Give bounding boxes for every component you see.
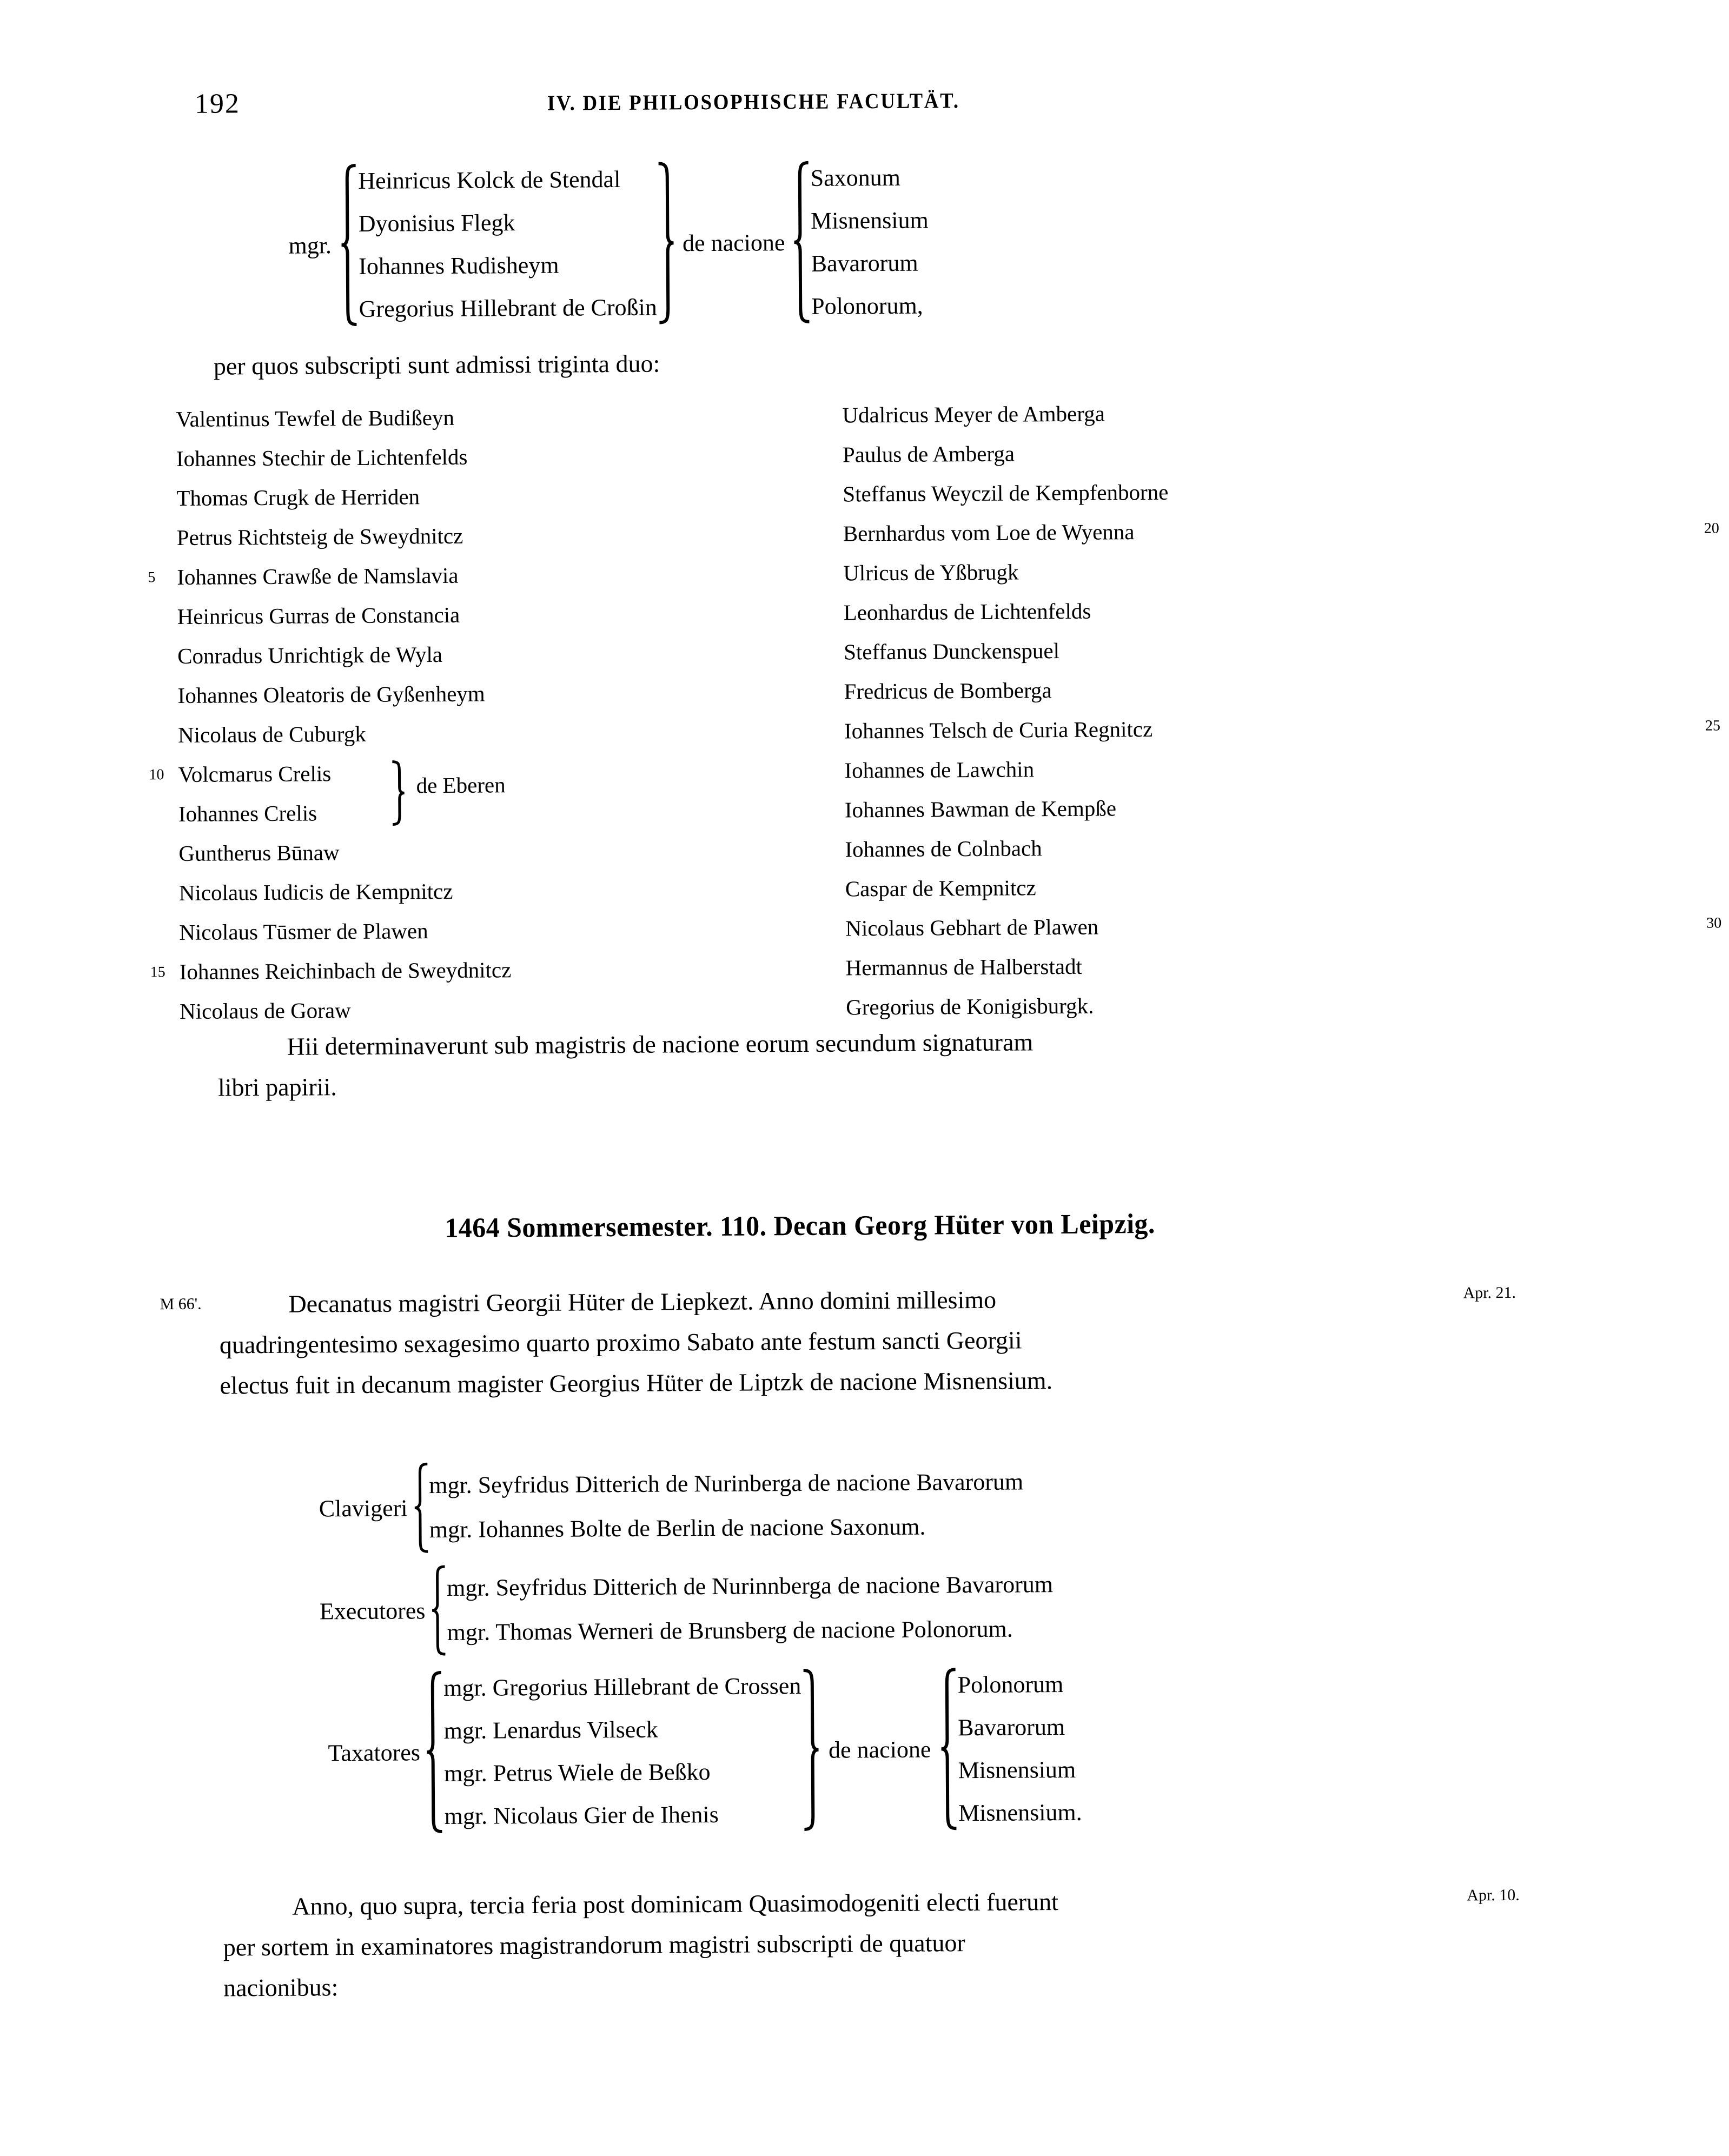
paragraph-hii-determinaverunt	[217, 1019, 1446, 1108]
left-brace-icon	[792, 161, 811, 323]
paragraph-line: libri papirii.	[217, 1073, 337, 1102]
list-item	[176, 475, 825, 518]
margin-note-folio-ref: M 66'.	[160, 1295, 202, 1313]
taxatores-label: Taxatores	[328, 1739, 421, 1766]
student-name: Heinricus Gurras de Constancia	[177, 602, 460, 629]
list-item	[844, 708, 1721, 751]
student-name: Steffanus Dunckenspuel	[843, 638, 1060, 665]
officer-entry: mgr. Seyfridus Ditterich de Nurinnberga de nacione Bavarorum	[447, 1571, 1054, 1601]
nation-name: Misnensium	[811, 207, 929, 234]
list-item	[843, 471, 1437, 514]
student-name: Hermannus de Halberstadt	[845, 953, 1083, 980]
officer-entry: mgr. Gregorius Hillebrant de Crossen	[443, 1672, 801, 1702]
list-item	[179, 909, 828, 952]
list-item	[150, 948, 829, 992]
de-nacione-connector: de nacione	[682, 229, 785, 256]
officer-entry: mgr. Seyfridus Ditterich de Nurinberga de nacione Bavarorum	[429, 1468, 1024, 1499]
magister-name: Heinricus Kolck de Stendal	[358, 165, 621, 194]
paragraph-line: Hii determinaverunt sub magistris de nacione eorum secundum signaturam	[287, 1028, 1034, 1060]
executores-list	[447, 1562, 1054, 1655]
list-item	[843, 550, 1438, 593]
paragraph-line: quadringentesimo sexagesimo quarto proximo Sabato ante festum sancti Georgii	[219, 1326, 1022, 1359]
student-name: Iohannes Crawße de Namslavia	[177, 562, 459, 589]
taxatores-nation-list	[957, 1663, 1082, 1834]
line-number: 25	[1705, 717, 1721, 734]
taxatores-group	[328, 1663, 1082, 1839]
nation-name: Saxonum	[810, 164, 901, 191]
left-brace-icon	[939, 1668, 958, 1830]
list-item	[845, 905, 1722, 948]
line-number: 10	[149, 766, 164, 784]
magister-nation-group	[288, 156, 929, 331]
magister-name: Iohannes Rudisheym	[359, 251, 559, 280]
paragraph-line: per sortem in examinatores magistrandorum magistri subscripti de quatuor	[223, 1929, 965, 1961]
paragraph-line: electus fuit in decanum magister Georgius Hüter de Liptzk de nacione Misnensium.	[220, 1366, 1053, 1399]
list-item	[178, 830, 827, 873]
magister-label: mgr.	[288, 231, 332, 259]
student-name: Iohannes de Lawchin	[844, 757, 1035, 783]
student-name: Iohannes de Colnbach	[845, 835, 1042, 862]
list-item	[843, 432, 1437, 475]
student-name: Leonhardus de Lichtenfelds	[843, 598, 1091, 625]
nation-list	[810, 156, 929, 328]
list-item	[177, 633, 826, 676]
list-item	[177, 593, 826, 636]
student-name: Ulricus de Yßbrugk	[843, 559, 1019, 586]
student-name: Nicolaus de Cuburgk	[177, 721, 366, 747]
executores-group	[319, 1561, 1053, 1656]
margin-note-date: Apr. 10.	[1467, 1886, 1520, 1905]
paragraph-anno-quo-supra	[223, 1879, 1456, 2008]
left-brace-icon	[340, 164, 359, 326]
nation-name: Bavarorum	[811, 249, 918, 277]
clavigeri-group	[319, 1458, 1024, 1554]
student-name: Caspar de Kempnitcz	[845, 875, 1036, 901]
student-name: Gregorius de Konigisburgk.	[846, 993, 1094, 1020]
paragraph-line: Decanatus magistri Georgii Hüter de Liepkezt. Anno domini millesimo	[288, 1285, 997, 1318]
officer-entry: mgr. Thomas Werneri de Brunsberg de nacione Polonorum.	[447, 1615, 1013, 1646]
officer-entry: mgr. Petrus Wiele de Beßko	[444, 1759, 711, 1787]
list-item	[845, 826, 1440, 870]
list-item	[845, 945, 1440, 988]
list-item	[844, 629, 1439, 672]
list-item	[845, 787, 1440, 830]
section-heading: 1464 Sommersemester. 110. Decan Georg Hüter von Leipzig.	[445, 1208, 1156, 1244]
running-head	[0, 76, 1591, 124]
student-name: Udalricus Meyer de Amberga	[842, 401, 1105, 428]
taxatores-list	[443, 1664, 802, 1837]
paragraph-line: Anno, quo supra, tercia feria post dominicam Quasimodogeniti electi fuerunt	[292, 1888, 1059, 1920]
student-name: Volcmarus Crelis	[178, 761, 332, 787]
student-name: Iohannes Stechir de Lichtenfelds	[176, 444, 468, 472]
student-name: Iohannes Telsch de Curia Regnitcz	[844, 716, 1153, 744]
running-head-title: IV. DIE PHILOSOPHISCHE FACULTÄT.	[547, 88, 960, 115]
student-name: Conradus Unrichtigk de Wyla	[177, 642, 443, 668]
nation-name: Misnensium.	[958, 1799, 1082, 1827]
magister-name: Dyonisius Flegk	[358, 209, 515, 237]
list-item	[842, 392, 1437, 435]
list-item	[845, 866, 1440, 909]
margin-note-date: Apr. 21.	[1463, 1283, 1516, 1302]
line-number: 20	[1704, 520, 1719, 537]
student-name: Thomas Crugk de Herriden	[176, 484, 420, 511]
left-brace-icon	[413, 1462, 429, 1553]
right-brace-icon	[390, 760, 407, 826]
left-brace-icon	[430, 1565, 447, 1656]
student-name: Nicolaus Gebhart de Plawen	[845, 914, 1099, 941]
clavigeri-label: Clavigeri	[319, 1494, 408, 1522]
line-number: 15	[150, 964, 165, 981]
magister-names-list	[358, 158, 657, 330]
list-item	[178, 712, 827, 755]
list-item	[177, 514, 826, 558]
list-item	[843, 589, 1438, 633]
per-quos-line: per quos subscripti sunt admissi triginta duo:	[213, 349, 660, 380]
student-name: Petrus Richtsteig de Sweydnitcz	[176, 523, 463, 550]
admitted-students-list	[0, 391, 1722, 1024]
list-item	[176, 396, 825, 439]
page-number: 192	[194, 88, 241, 120]
student-name: Paulus de Amberga	[842, 441, 1015, 467]
list-item	[148, 554, 826, 597]
nation-name: Bavarorum	[957, 1714, 1065, 1741]
right-brace-icon	[656, 162, 675, 324]
magister-name: Gregorius Hillebrant de Croßin	[359, 294, 657, 322]
executores-label: Executores	[319, 1597, 426, 1624]
clavigeri-list	[429, 1460, 1024, 1552]
nation-name: Polonorum,	[811, 292, 923, 320]
admitted-right-column	[842, 392, 1722, 1027]
student-name: Iohannes Bawman de Kempße	[844, 795, 1117, 822]
line-number: 5	[148, 569, 156, 586]
student-name: Iohannes Oleatoris de Gyßenheym	[177, 681, 485, 708]
student-name: Iohannes Reichinbach de Sweydnitcz	[179, 957, 512, 984]
officer-entry: mgr. Nicolaus Gier de Ihenis	[444, 1801, 719, 1830]
list-item	[179, 870, 828, 913]
left-brace-icon	[425, 1671, 445, 1833]
officer-entry: mgr. Iohannes Bolte de Berlin de nacione Saxonum.	[429, 1513, 926, 1543]
nation-name: Misnensium	[958, 1756, 1076, 1784]
student-name: Valentinus Tewfel de Budißeyn	[176, 404, 455, 432]
student-name: Fredricus de Bomberga	[844, 678, 1052, 704]
shared-origin-label: de Eberen	[416, 772, 506, 798]
student-name: Nicolaus de Goraw	[180, 998, 351, 1024]
paragraph-line: nacionibus:	[223, 1973, 339, 2002]
student-name: Nicolaus Tūsmer de Plawen	[179, 918, 428, 945]
list-item	[177, 672, 826, 715]
student-name: Nicolaus Iudicis de Kempnitcz	[178, 878, 453, 905]
list-item	[176, 435, 825, 479]
de-nacione-connector: de nacione	[828, 1736, 931, 1763]
bracketed-name-pair	[149, 751, 827, 834]
list-item	[844, 668, 1439, 712]
student-name: Guntherus Būnaw	[178, 840, 340, 866]
student-name: Bernhardus vom Loe de Wyenna	[843, 519, 1135, 546]
nation-name: Polonorum	[957, 1671, 1064, 1699]
officer-entry: mgr. Lenardus Vilseck	[443, 1716, 658, 1744]
admitted-left-column	[148, 396, 829, 1031]
line-number: 30	[1706, 914, 1722, 932]
right-brace-icon	[801, 1669, 820, 1831]
student-name: Iohannes Crelis	[178, 800, 317, 826]
student-name: Steffanus Weyczil de Kempfenborne	[843, 479, 1169, 507]
list-item	[843, 510, 1719, 554]
paragraph-decanatus	[219, 1277, 1453, 1406]
list-item	[844, 747, 1439, 791]
